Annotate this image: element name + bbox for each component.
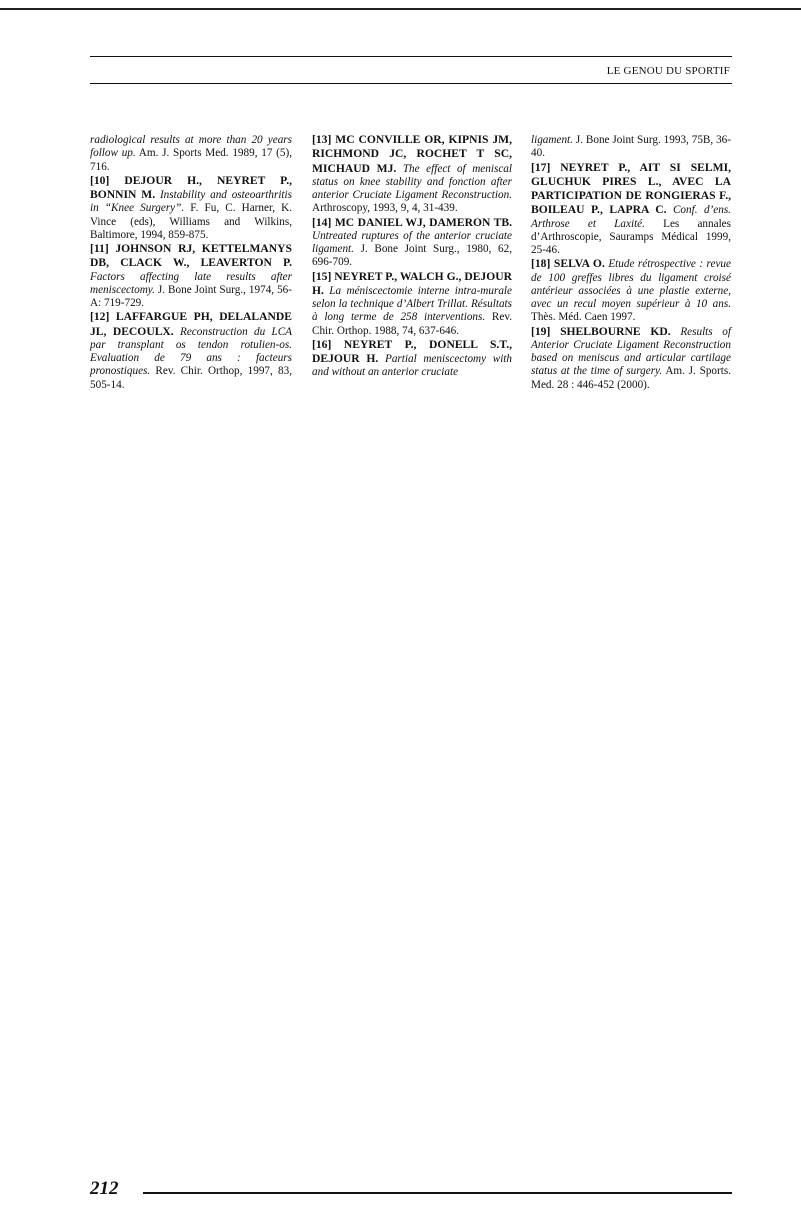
reference-entry: [18] SELVA O. Etude rétrospective : revue de 100 greffes libres du ligament croisé antérieur associées à une plastie externe, avec un recul moyen supérieur à 10 ans. Thès. Méd. Caen 1997. [531, 257, 731, 324]
reference-entry: [11] JOHNSON RJ, KETTELMANYS DB, CLACK W., LEAVERTON P. Factors affecting late results after meniscectomy. J. Bone Joint Surg., 1974, 56-A: 719-729. [90, 242, 292, 309]
reference-entry: [10] DEJOUR H., NEYRET P., BONNIN M. Instability and osteoarthritis in “Knee Surgery”. F. Fu, C. Harner, K. Vince (eds), Williams and Wilkins, Baltimore, 1994, 859-875. [90, 173, 293, 241]
reference-column-3 [531, 133, 731, 392]
reference-entry: [13] MC CONVILLE OR, KIPNIS JM, RICHMOND JC, ROCHET T SC, MICHAUD MJ. The effect of meniscal status on knee stability and fonction after anterior Cruciate Ligament Reconstruction. Arthroscopy, 1993, 9, 4, 31-439. [312, 133, 512, 215]
reference-entry: [12] LAFFARGUE PH, DELALANDE JL, DECOULX. Reconstruction du LCA par transplant os tendon rotulien-os. Evaluation de 79 ans : facteurs pronostiques. Rev. Chir. Orthop, 1997, 83, 505-14. [90, 310, 293, 391]
reference-entry: [19] SHELBOURNE KD. Results of Anterior Cruciate Ligament Reconstruction based on meniscus and articular cartilage status at the time of surgery. Am. J. Sports. Med. 28 : 446-452 (2000). [531, 324, 731, 391]
page-number: 212 [90, 1178, 119, 1199]
reference-entry: ligament. J. Bone Joint Surg. 1993, 75B, 36-40. [531, 134, 731, 160]
reference-entry: [14] MC DANIEL WJ, DAMERON TB. Untreated ruptures of the anterior cruciate ligament. J. Bone Joint Surg., 1980, 62, 696-709. [312, 215, 512, 269]
top-rule [0, 8, 801, 10]
reference-entry: [15] NEYRET P., WALCH G., DEJOUR H. La méniscectomie interne intra-murale selon la technique d’Albert Trillat. Résultats à long terme de 258 interventions. Rev. Chir. Orthop. 1988, 74, 637-646. [312, 269, 512, 337]
running-header-title: LE GENOU DU SPORTIF [606, 65, 730, 77]
reference-entry: [17] NEYRET P., AIT SI SELMI, GLUCHUK PIRES L., AVEC LA PARTICIPATION DE RONGIERAS F., BOILEAU P., LAPRA C. Conf. d’ens. Arthrose et Laxité. Les annales d’Arthroscopie, Sauramps Médical 1999, 25-46. [531, 160, 731, 256]
reference-column-1 [90, 133, 292, 392]
footer-rule [143, 1192, 732, 1194]
reference-entry: radiological results at more than 20 years follow up. Am. J. Sports Med. 1989, 17 (5), 716. [90, 134, 292, 173]
reference-column-2 [312, 133, 512, 380]
reference-entry: [16] NEYRET P., DONELL S.T., DEJOUR H. Partial meniscectomy with and without an anterior cruciate [312, 337, 513, 379]
running-header [90, 56, 732, 84]
